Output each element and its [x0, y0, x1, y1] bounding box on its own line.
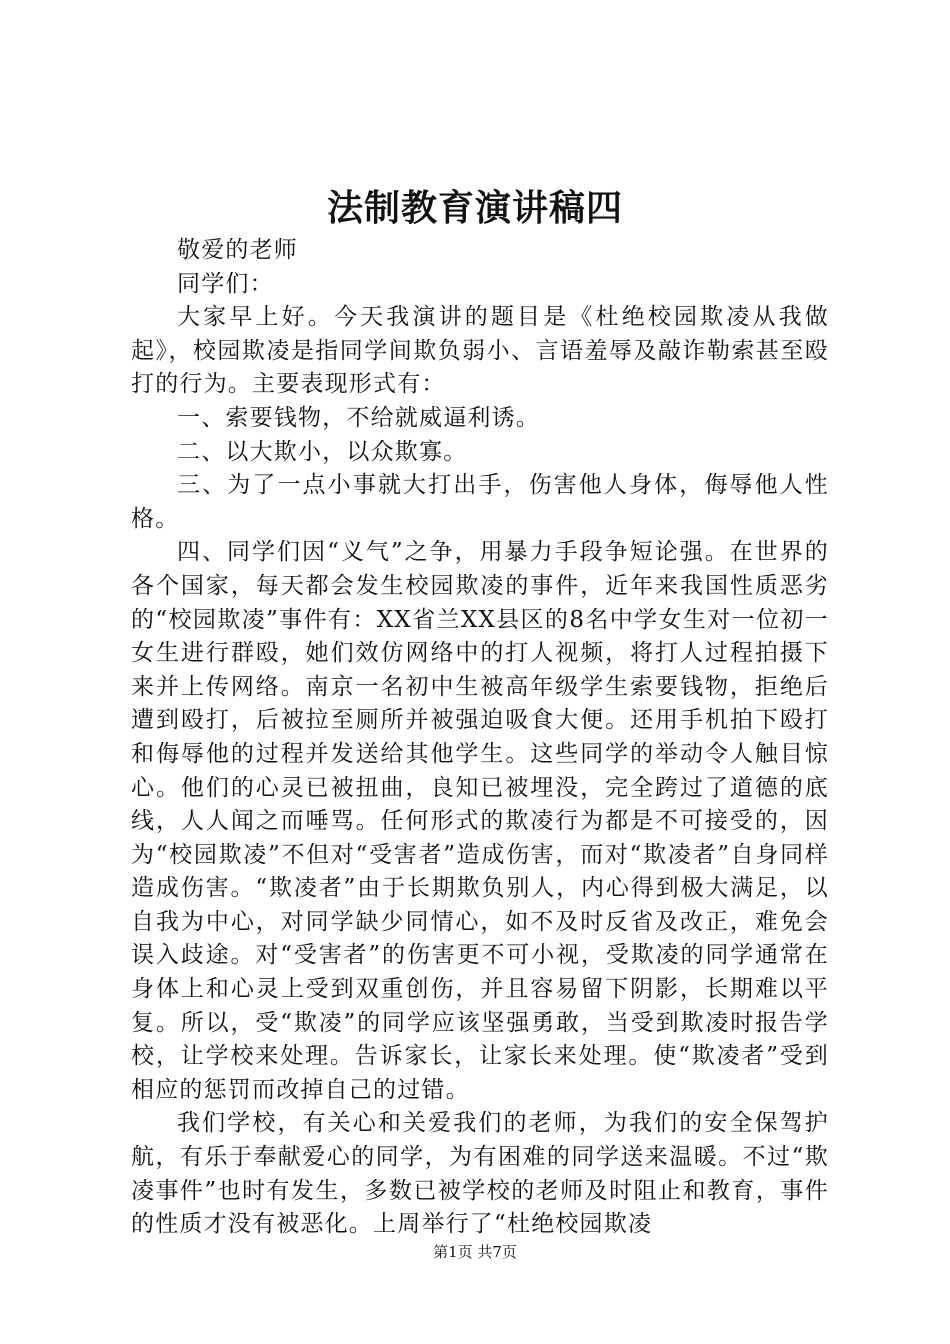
- paragraph-intro: 大家早上好。今天我演讲的题目是《杜绝校园欺凌从我做起》，校园欺凌是指同学间欺负弱小、言语羞辱及敲诈勒索甚至殴打的行为。主要表现形式有：: [131, 304, 829, 398]
- document-title: 法制教育演讲稿四: [326, 187, 623, 229]
- page-number: 第1页 共7页: [433, 1243, 517, 1261]
- document-body: [131, 234, 829, 1242]
- paragraph-item-1: 一、索要钱物，不给就威逼利诱。: [177, 404, 540, 431]
- paragraph-salutation-students: 同学们：: [177, 270, 274, 297]
- paragraph-item-2: 二、以大欺小，以众欺寡。: [177, 438, 468, 465]
- paragraph-school: 我们学校，有关心和关爱我们的老师，为我们的安全保驾护航，有乐于奉献爱心的同学，为有困难的同学送来温暖。不过“欺凌事件”也时有发生，多数已被学校的老师及时阻止和教育，事件的性质才没有被恶化。上周举行了“杜绝校园欺凌: [131, 1110, 829, 1238]
- paragraph-salutation-teacher: 敬爱的老师: [177, 237, 298, 263]
- paragraph-item-4: 四、同学们因“义气”之争，用暴力手段争短论强。在世界的各个国家，每天都会发生校园欺凌的事件，近年来我国性质恶劣的“校园欺凌”事件有：XX省兰XX县区的8名中学女生对一位初一女生进行群殴，她们效仿网络中的打人视频，将打人过程拍摄下来并上传网络。南京一名初中生被高年级学生索要钱物，拒绝后遭到殴打，后被拉至厕所并被强迫吸食大便。还用手机拍下殴打和侮辱他的过程并发送给其他学生。这些同学的举动令人触目惊心。他们的心灵已被扭曲，良知已被埋没，完全跨过了道德的底线，人人闻之而唾骂。任何形式的欺凌行为都是不可接受的，因为“校园欺凌”不但对“受害者”造成伤害，而对“欺凌者”自身同样造成伤害。“欺凌者”由于长期欺负别人，内心得到极大满足，以自我为中心，对同学缺少同情心，如不及时反省及改正，难免会误入歧途。对“受害者”的伤害更不可小视，受欺凌的同学通常在身体上和心灵上受到双重创伤，并且容易留下阴影，长期难以平复。所以，受“欺凌”的同学应该坚强勇敢，当受到欺凌时报告学校，让学校来处理。告诉家长，让家长来处理。使“欺凌者”受到相应的惩罚而改掉自己的过错。: [131, 539, 829, 1103]
- paragraph-item-3: 三、为了一点小事就大打出手，伤害他人身体，侮辱他人性格。: [131, 472, 829, 532]
